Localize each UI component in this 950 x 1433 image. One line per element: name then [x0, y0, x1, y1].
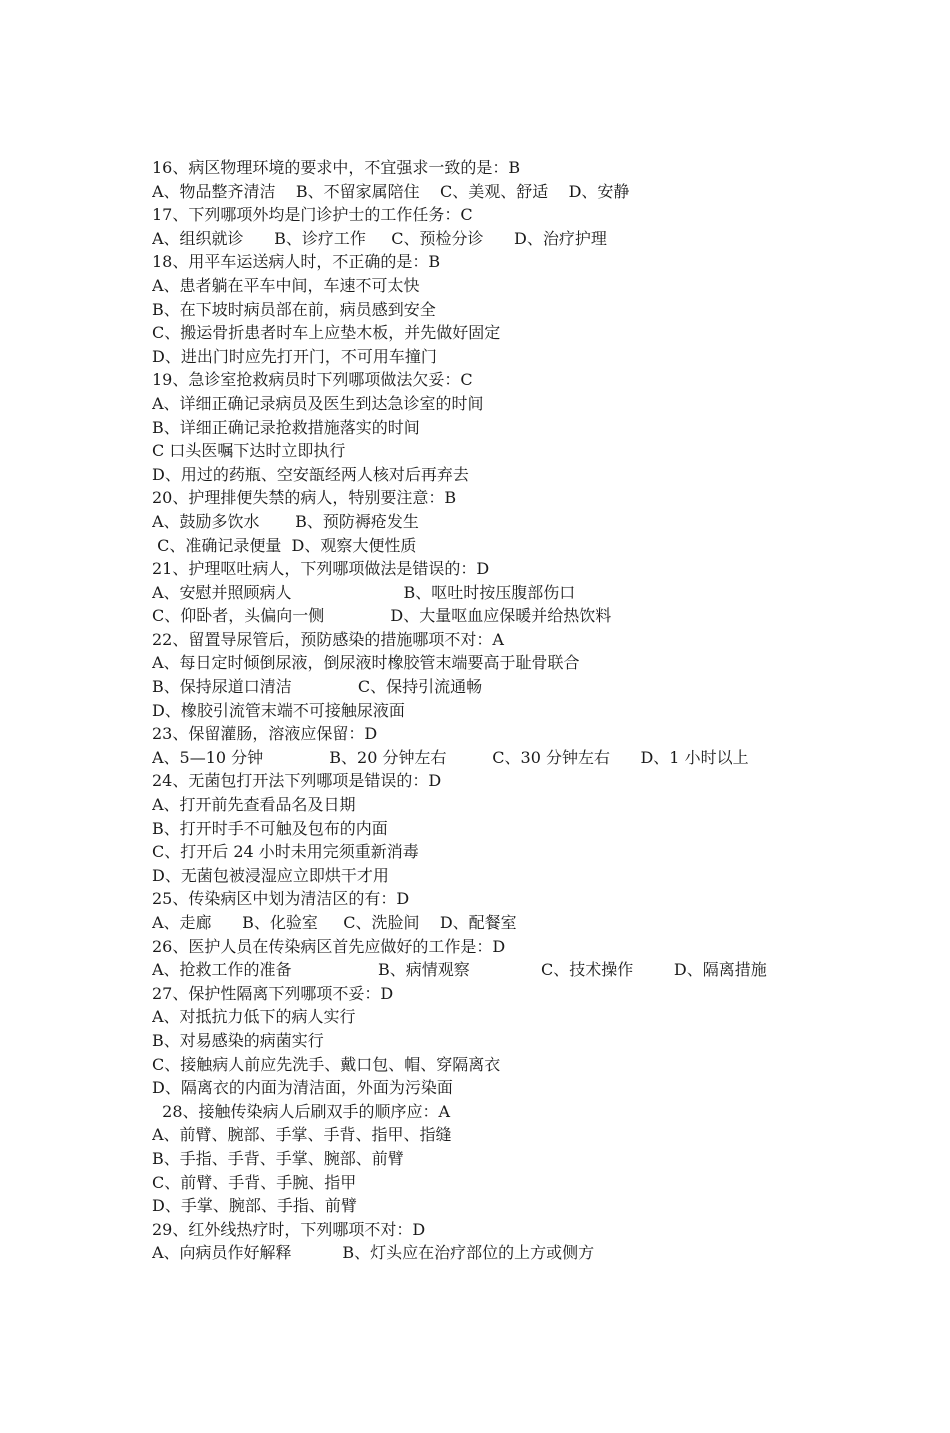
text-line: A、打开前先查看品名及日期 — [152, 795, 356, 815]
text-line: 20、护理排便失禁的病人，特别要注意：B — [152, 488, 457, 508]
text-line: D、隔离衣的内面为清洁面，外面为污染面 — [152, 1078, 453, 1098]
text-line: C、打开后 24 小时未用完须重新消毒 — [152, 842, 419, 862]
text-line: 27、保护性隔离下列哪项不妥：D — [152, 983, 394, 1003]
text-line: D、手掌、腕部、手指、前臂 — [152, 1196, 357, 1216]
text-line: A、抢救工作的准备 B、病情观察 C、技术操作 D、隔离措施 — [152, 960, 767, 980]
text-line: A、组织就诊 B、诊疗工作 C、预检分诊 D、治疗护理 — [152, 228, 607, 248]
text-line: 16、病区物理环境的要求中，不宜强求一致的是：B — [152, 158, 521, 177]
text-line: C、仰卧者，头偏向一侧 D、大量呕血应保暖并给热饮料 — [152, 606, 612, 626]
text-line: C、接触病人前应先洗手、戴口包、帽、穿隔离衣 — [152, 1054, 501, 1074]
text-line: B、手指、手背、手掌、腕部、前臂 — [152, 1148, 404, 1168]
text-line: D、橡胶引流管末端不可接触尿液面 — [152, 700, 405, 720]
text-line: 17、下列哪项外均是门诊护士的工作任务：C — [152, 205, 473, 225]
text-line: 23、保留灌肠，溶液应保留：D — [152, 724, 378, 744]
text-line: D、进出门时应先打开门，不可用车撞门 — [152, 346, 437, 366]
text-line: D、无菌包被浸湿应立即烘干才用 — [152, 865, 389, 885]
text-line: 22、留置导尿管后，预防感染的措施哪项不对：A — [152, 629, 504, 649]
text-line: C 口头医嘱下达时立即执行 — [152, 441, 346, 461]
text-line: A、每日定时倾倒尿液，倒尿液时橡胶管末端要高于耻骨联合 — [152, 653, 580, 673]
text-line: A、走廊 B、化验室 C、洗脸间 D、配餐室 — [152, 913, 517, 932]
text-line: A、安慰并照顾病人 B、呕吐时按压腹部伤口 — [152, 582, 576, 602]
text-line: B、详细正确记录抢救措施落实的时间 — [152, 417, 420, 437]
text-line: A、5—10 分钟 B、20 分钟左右 C、30 分钟左右 D、1 小时以上 — [152, 747, 749, 767]
text-line: A、鼓励多饮水 B、预防褥疮发生 — [152, 511, 419, 531]
question-list — [152, 156, 912, 1265]
text-line: A、物品整齐清洁 B、不留家属陪住 C、美观、舒适 D、安静 — [152, 181, 630, 201]
text-line: A、详细正确记录病员及医生到达急诊室的时间 — [152, 393, 484, 413]
text-line: 28、接触传染病人后刷双手的顺序应：A — [152, 1101, 451, 1121]
text-line: C、前臂、手背、手腕、指甲 — [152, 1172, 357, 1192]
text-line: 24、无菌包打开法下列哪项是错误的：D — [152, 771, 442, 791]
text-line: B、打开时手不可触及包布的内面 — [152, 818, 388, 838]
text-line: A、对抵抗力低下的病人实行 — [152, 1007, 356, 1027]
text-line: 21、护理呕吐病人，下列哪项做法是错误的：D — [152, 559, 490, 579]
text-line: A、向病员作好解释 B、灯头应在治疗部位的上方或侧方 — [152, 1243, 595, 1263]
text-line: A、患者躺在平车中间，车速不可太快 — [152, 275, 420, 295]
text-line: 29、红外线热疗时，下列哪项不对：D — [152, 1219, 426, 1239]
text-line: D、用过的药瓶、空安瓿经两人核对后再弃去 — [152, 464, 469, 484]
text-line: B、对易感染的病菌实行 — [152, 1030, 324, 1050]
text-line: 26、医护人员在传染病区首先应做好的工作是：D — [152, 936, 506, 956]
text-line: C、准确记录便量 D、观察大便性质 — [152, 535, 417, 555]
text-line: B、保持尿道口清洁 C、保持引流通畅 — [152, 677, 483, 697]
text-line: B、在下坡时病员部在前，病员感到安全 — [152, 299, 436, 319]
text-line: A、前臂、腕部、手掌、手背、指甲、指缝 — [152, 1125, 452, 1145]
text-line: 18、用平车运送病人时，不正确的是：B — [152, 252, 441, 272]
text-line: C、搬运骨折患者时车上应垫木板，并先做好固定 — [152, 323, 501, 343]
text-line: 19、急诊室抢救病员时下列哪项做法欠妥：C — [152, 370, 473, 390]
text-line: 25、传染病区中划为清洁区的有：D — [152, 889, 410, 909]
